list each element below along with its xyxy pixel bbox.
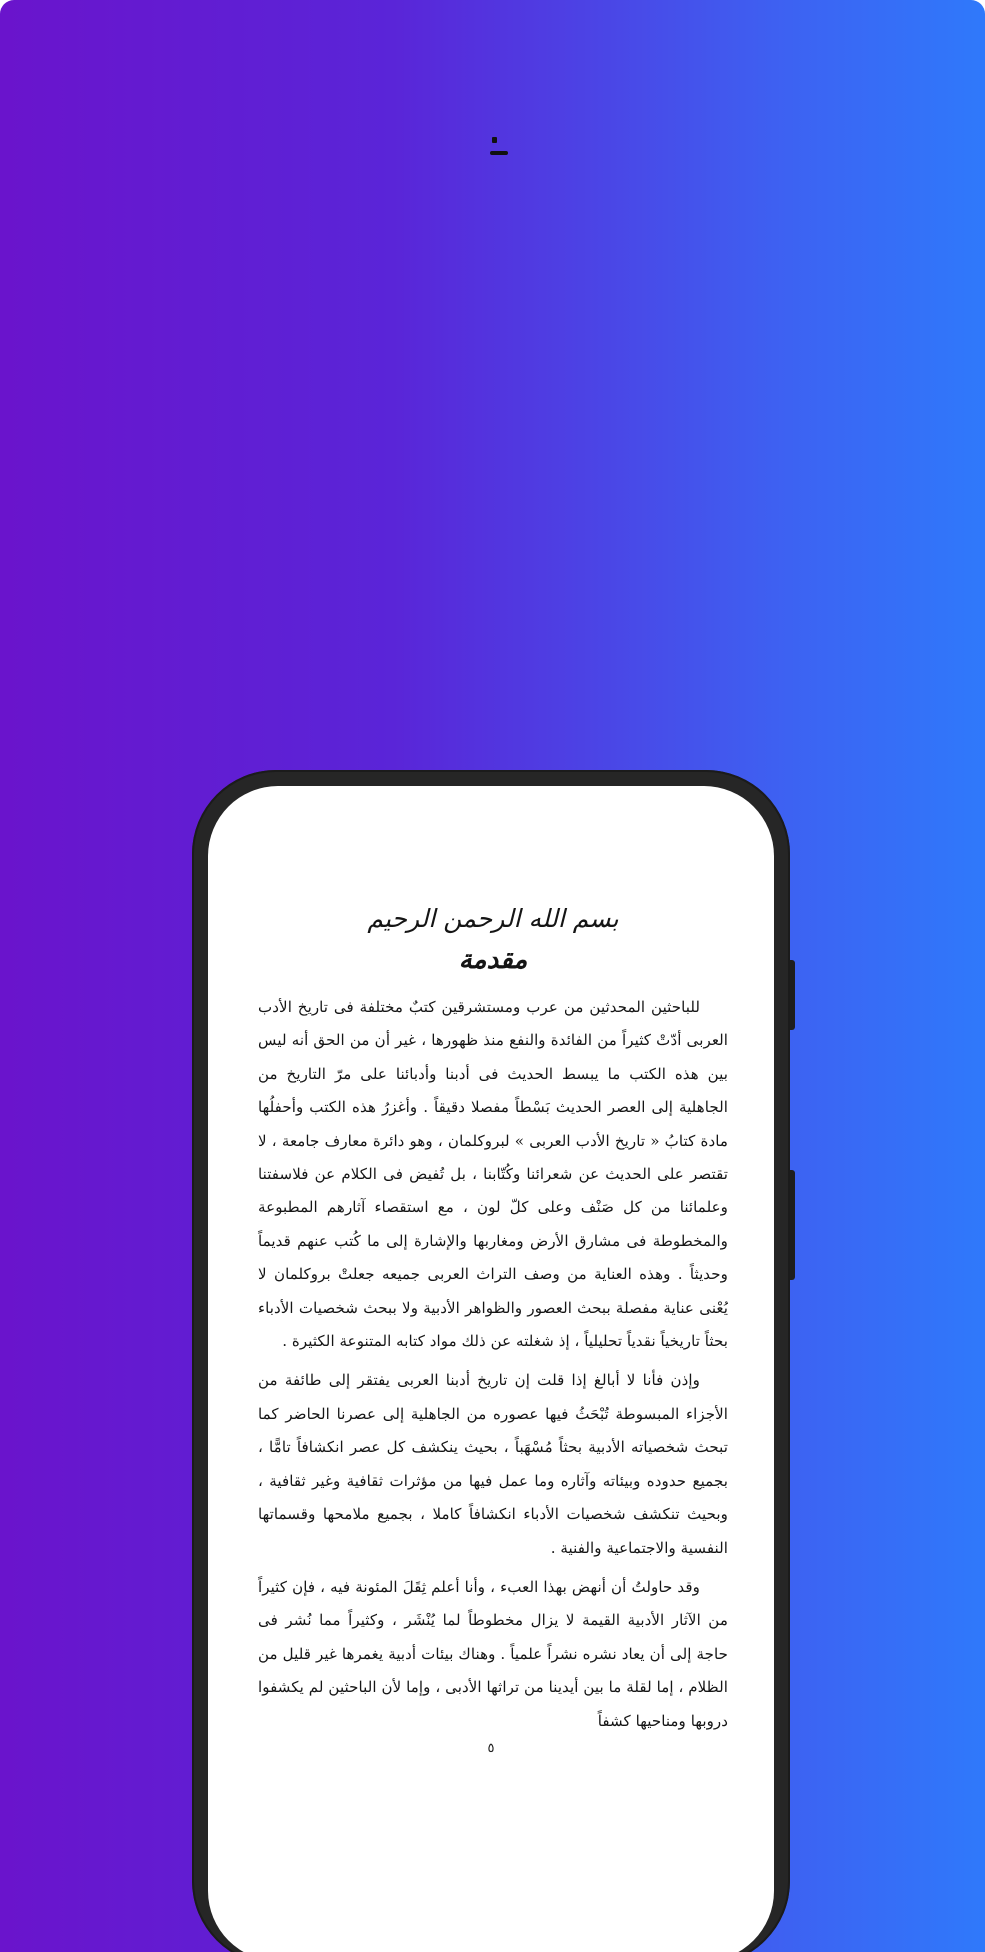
glyph-bar bbox=[490, 151, 508, 155]
basmala: بسم الله الرحمن الرحيم bbox=[367, 904, 619, 933]
paragraph-3: وقد حاولتُ أن أنهض بهذا العبء ، وأنا أعلم ثِقَلَ المئونة فيه ، فإن كثيراً من الآثار الأدبية القيمة لا يزال مخطوطاً لما يُنْشَر ، وكثيراً مما نُشر فى حاجة إلى أن يعاد نشره نشراً علمياً . وهناك بيئات أدبية يغمرها غير قليل من الظلام ، إما لقلة ما بين أيدينا من تراثها الأدبى ، وإما لأن الباحثين لم يكشفوا دروبها ومناحيها كشفاً bbox=[258, 1577, 728, 1730]
phone-screen[interactable] bbox=[208, 786, 774, 1952]
status-glyph-icon bbox=[488, 133, 510, 159]
paragraph-2: وإذن فأنا لا أبالغ إذا قلت إن تاريخ أدبنا العربى يفتقر إلى طائفة من الأجزاء المبسوطة تُبْحَثُ فيها عصوره من الجاهلية إلى عصرنا الحاضر كما تبحث شخصياته الأدبية بحثاً مُسْهَباً ، بحيث ينكشف كل عصر انكشافاً تامًّا ، بجميع حدوده وبيئاته وآثاره وما عمل فيها من مؤثرات ثقافية وغير ثقافية ، وبحيث تنكشف شخصيات الأدباء انكشافاً كاملا ، بجميع ملامحها وقسماتها النفسية والاجتماعية والفنية . bbox=[258, 1371, 728, 1557]
phone-side-button bbox=[790, 960, 795, 1030]
glyph-dot bbox=[492, 137, 497, 143]
page-title: مقدمة bbox=[458, 945, 528, 975]
phone-mockup bbox=[192, 770, 790, 1952]
book-page bbox=[258, 904, 728, 1744]
page-number: ٥ bbox=[487, 1741, 495, 1756]
phone-volume-button bbox=[790, 1170, 795, 1280]
paragraph-1: للباحثين المحدثين من عرب ومستشرقين كتبٌ مختلفة فى تاريخ الأدب العربى أدّتْ كثيراً من الفائدة والنفع منذ ظهورها ، غير أن من الحق أنه ليس بين هذه الكتب ما يبسط الحديث فى أدبنا وأدبائنا على مرّ التاريخ من الجاهلية إلى العصر الحديث بَسْطاً مفصلا دقيقاً . وأغزرُ هذه الكتب وأحفلُها مادة كتابُ « تاريخ الأدب العربى » لبروكلمان ، وهو دائرة معارف جامعة ، لا تقتصر على الحديث عن شعرائنا وكُتّابنا ، بل تُفيض فى الكلام عن فلاسفتنا وعلمائنا من كل صَنْف وعلى كلّ لون ، مع استقصاء آثارهم المطبوعة والمخطوطة فى مشارق الأرض ومغاربها والإشارة إلى ما كُتب عنهم قديماً وحديثاً . وهذه العناية من وصف التراث العربى جميعه جعلتْ بروكلمان لا يُعْنى عناية مفصلة ببحث العصور والظواهر الأدبية ولا ببحث شخصيات الأدباء بحثاً تاريخياً نقدياً تحليلياً ، إذ شغلته عن ذلك مواد كتابه المتنوعة الكثيرة . bbox=[258, 998, 728, 1351]
